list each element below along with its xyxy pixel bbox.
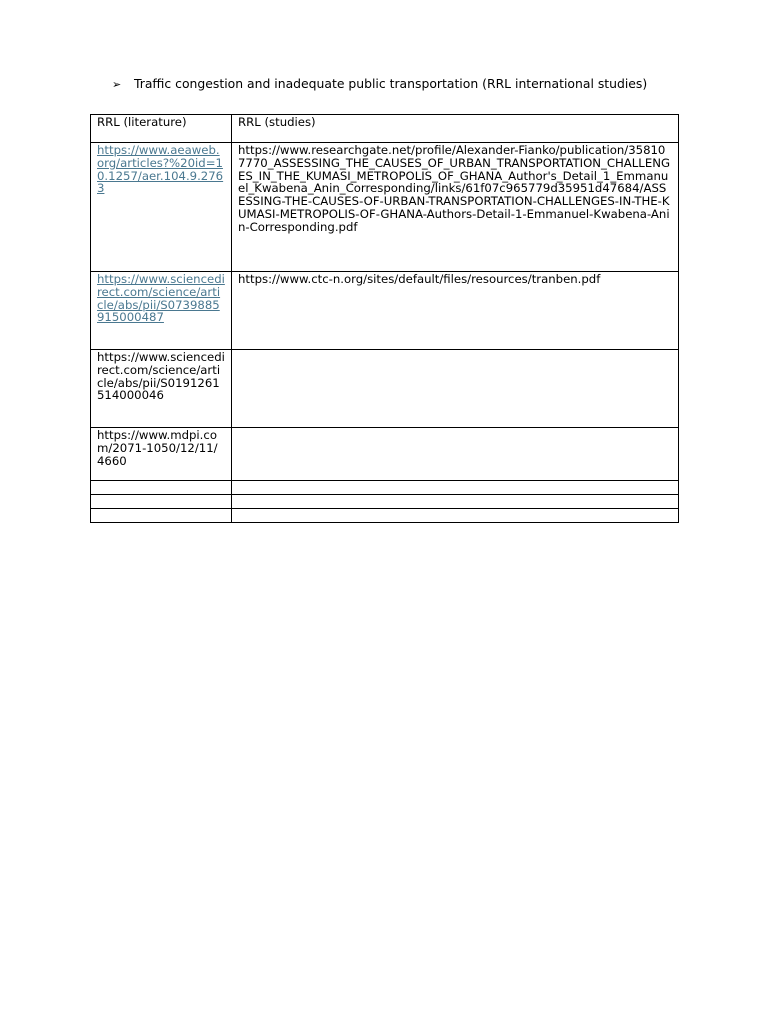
studies-cell (232, 495, 679, 509)
heading-text: Traffic congestion and inadequate public transportation (RRL international studies) (134, 76, 648, 91)
literature-link[interactable]: https://www.sciencedirect.com/science/article/abs/pii/S0739885915000487 (97, 272, 225, 325)
studies-cell (232, 509, 679, 523)
table-row (91, 428, 679, 481)
literature-cell: https://www.sciencedirect.com/science/article/abs/pii/S0191261514000046 (91, 350, 232, 428)
arrow-bullet-icon: ➢ (112, 78, 122, 91)
literature-cell: https://www.mdpi.com/2071-1050/12/11/4660 (91, 428, 232, 481)
header-literature: RRL (literature) (91, 115, 232, 143)
studies-cell: https://www.ctc-n.org/sites/default/files/resources/tranben.pdf (232, 272, 679, 350)
bullet-heading (112, 76, 647, 93)
literature-cell (91, 272, 232, 350)
literature-cell (91, 481, 232, 495)
table-row-empty (91, 495, 679, 509)
literature-link[interactable]: https://www.aeaweb.org/articles?%20id=10.1257/aer.104.9.2763 (97, 143, 224, 196)
rrl-table (90, 114, 679, 523)
table-row (91, 272, 679, 350)
literature-cell (91, 509, 232, 523)
studies-cell (232, 428, 679, 481)
literature-cell (91, 143, 232, 272)
studies-cell (232, 350, 679, 428)
table-header-row (91, 115, 679, 143)
table-row (91, 143, 679, 272)
studies-cell: https://www.researchgate.net/profile/Alexander-Fianko/publication/358107770_ASSESSING_THE_CAUSES_OF_URBAN_TRANSPORTATION_CHALLENGES_IN_THE_KUMASI_METROPOLIS_OF_GHANA_Author's_Detail_1_Emmanuel_Kwabena_Anin_Corresponding/links/61f07c965779d35951d47684/ASSESSING-THE-CAUSES-OF-URBAN-TRANSPORTATION-CHALLENGES-IN-THE-KUMASI-METROPOLIS-OF-GHANA-Authors-Detail-1-Emmanuel-Kwabena-Anin-Corresponding.pdf (232, 143, 679, 272)
table-row-empty (91, 481, 679, 495)
literature-cell (91, 495, 232, 509)
table-row-empty (91, 509, 679, 523)
studies-cell (232, 481, 679, 495)
header-studies: RRL (studies) (232, 115, 679, 143)
table-row (91, 350, 679, 428)
